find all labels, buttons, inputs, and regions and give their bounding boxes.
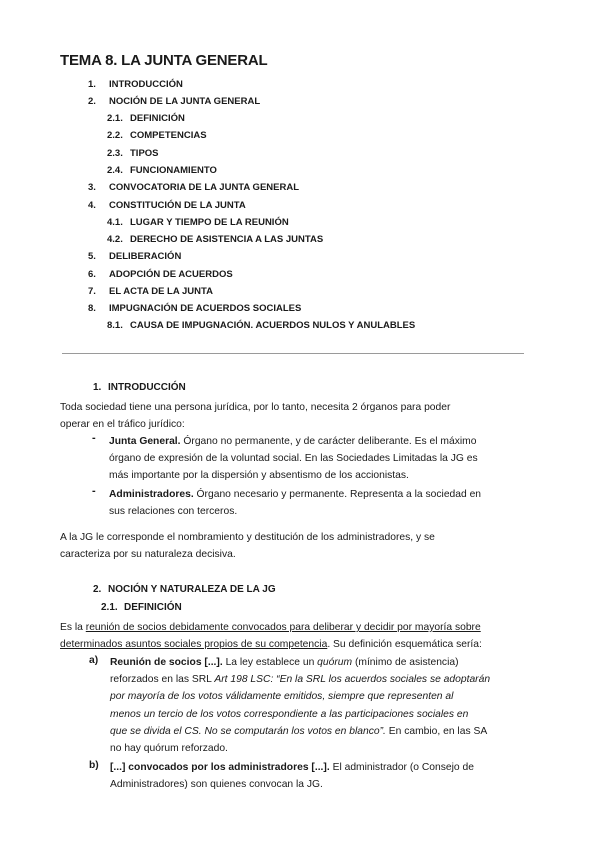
toc-label: CONSTITUCIÓN DE LA JUNTA bbox=[109, 200, 246, 211]
toc-item bbox=[107, 165, 217, 176]
bullet-line bbox=[109, 486, 481, 503]
toc-label: ADOPCIÓN DE ACUERDOS bbox=[109, 269, 233, 280]
toc-label: LUGAR Y TIEMPO DE LA REUNIÓN bbox=[130, 217, 289, 228]
toc-item bbox=[88, 200, 246, 211]
toc-label: CAUSA DE IMPUGNACIÓN. ACUERDOS NULOS Y ANULABLES bbox=[130, 320, 416, 331]
subsection-number: 2.1. bbox=[101, 602, 118, 613]
subsection-heading bbox=[101, 602, 182, 613]
toc-number: 6. bbox=[88, 269, 96, 280]
list-label: b) bbox=[89, 760, 99, 771]
toc-label: IMPUGNACIÓN DE ACUERDOS SOCIALES bbox=[109, 303, 302, 314]
section-number: 1. bbox=[93, 382, 102, 393]
list-line: no hay quórum reforzado. bbox=[110, 743, 228, 754]
bullet-term: Junta General. bbox=[109, 436, 181, 447]
toc-number: 2.1. bbox=[107, 113, 123, 124]
list-line bbox=[110, 723, 487, 740]
toc-item bbox=[107, 130, 207, 141]
toc-item bbox=[107, 148, 159, 159]
list-text: reforzados en las SRL bbox=[110, 674, 215, 685]
section-divider bbox=[62, 353, 524, 354]
bullet-dash: - bbox=[92, 432, 96, 444]
list-text: El administrador (o Consejo de bbox=[329, 762, 474, 773]
list-term: [...] convocados por los administradores [...]. bbox=[110, 762, 330, 773]
section-heading-text: INTRODUCCIÓN bbox=[108, 382, 186, 393]
toc-number: 7. bbox=[88, 286, 96, 297]
toc-label: DELIBERACIÓN bbox=[109, 251, 182, 262]
toc-item bbox=[107, 113, 185, 124]
list-line bbox=[110, 654, 459, 671]
toc-number: 2.4. bbox=[107, 165, 123, 176]
toc-item bbox=[88, 269, 233, 280]
toc-label: CONVOCATORIA DE LA JUNTA GENERAL bbox=[109, 182, 300, 193]
list-line bbox=[110, 671, 490, 688]
toc-number: 3. bbox=[88, 182, 96, 193]
definition-suffix: . Su definición esquemática sería: bbox=[327, 639, 482, 650]
toc-label: EL ACTA DE LA JUNTA bbox=[109, 286, 213, 297]
toc-label: DERECHO DE ASISTENCIA A LAS JUNTAS bbox=[130, 234, 324, 245]
bullet-dash: - bbox=[92, 485, 96, 497]
definition-line bbox=[60, 636, 482, 653]
definition-line bbox=[60, 619, 481, 636]
document-title: TEMA 8. LA JUNTA GENERAL bbox=[60, 52, 268, 69]
list-label: a) bbox=[89, 655, 99, 666]
list-line: por mayoría de los votos válidamente emitidos, siempre que representen al bbox=[110, 691, 454, 702]
list-italic: que se divida el CS. No se computarán los votos en blanco”. bbox=[110, 726, 386, 737]
paragraph-line: Toda sociedad tiene una persona jurídica, por lo tanto, necesita 2 órganos para poder bbox=[60, 402, 451, 413]
toc-label: TIPOS bbox=[130, 148, 159, 159]
section-heading bbox=[93, 584, 276, 595]
toc-number: 5. bbox=[88, 251, 96, 262]
section-number: 2. bbox=[93, 584, 102, 595]
bullet-line: sus relaciones con terceros. bbox=[109, 506, 238, 517]
definition-underlined: reunión de socios debidamente convocados para deliberar y decidir por mayoría sobre bbox=[85, 622, 481, 633]
list-italic: quórum bbox=[317, 657, 353, 668]
toc-label: DEFINICIÓN bbox=[130, 113, 185, 124]
definition-underlined: determinados asuntos sociales propios de su competencia bbox=[60, 639, 328, 650]
toc-item bbox=[88, 79, 183, 90]
list-line: Administradores) son quienes convocan la JG. bbox=[110, 779, 323, 790]
section-heading-text: NOCIÓN Y NATURALEZA DE LA JG bbox=[108, 584, 276, 595]
toc-number: 8.1. bbox=[107, 320, 123, 331]
toc-label: FUNCIONAMIENTO bbox=[130, 165, 217, 176]
bullet-text: Órgano no permanente, y de carácter deliberante. Es el máximo bbox=[180, 436, 477, 447]
list-term: Reunión de socios [...]. bbox=[110, 657, 223, 668]
toc-item bbox=[88, 286, 213, 297]
list-line bbox=[110, 759, 474, 776]
list-text: En cambio, en las SA bbox=[385, 726, 488, 737]
bullet-text: Órgano necesario y permanente. Representa a la sociedad en bbox=[193, 489, 482, 500]
toc-label: NOCIÓN DE LA JUNTA GENERAL bbox=[109, 96, 261, 107]
toc-item bbox=[88, 303, 301, 314]
toc-item bbox=[88, 251, 181, 262]
toc-label: INTRODUCCIÓN bbox=[109, 79, 183, 90]
list-text: La ley establece un bbox=[222, 657, 318, 668]
bullet-term: Administradores. bbox=[109, 489, 194, 500]
toc-item bbox=[88, 182, 299, 193]
toc-number: 4.2. bbox=[107, 234, 123, 245]
bullet-line bbox=[109, 433, 476, 450]
toc-item bbox=[107, 234, 323, 245]
paragraph-line: operar en el tráfico jurídico: bbox=[60, 419, 185, 430]
toc-number: 2. bbox=[88, 96, 96, 107]
section-heading bbox=[93, 382, 186, 393]
toc-number: 1. bbox=[88, 79, 96, 90]
toc-number: 2.2. bbox=[107, 130, 123, 141]
paragraph-line: A la JG le corresponde el nombramiento y destitución de los administradores, y se bbox=[60, 532, 435, 543]
toc-item bbox=[107, 320, 415, 331]
bullet-line: órgano de expresión de la voluntad social. En las Sociedades Limitadas la JG es bbox=[109, 453, 478, 464]
definition-prefix: Es la bbox=[60, 622, 86, 633]
subsection-heading-text: DEFINICIÓN bbox=[124, 602, 182, 613]
paragraph-line: caracteriza por su naturaleza decisiva. bbox=[60, 549, 236, 560]
toc-number: 2.3. bbox=[107, 148, 123, 159]
toc-item bbox=[88, 96, 260, 107]
toc-number: 4. bbox=[88, 200, 96, 211]
toc-number: 4.1. bbox=[107, 217, 123, 228]
toc-label: COMPETENCIAS bbox=[130, 130, 207, 141]
toc-number: 8. bbox=[88, 303, 96, 314]
list-italic: Art 198 LSC: “En la SRL los acuerdos sociales se adoptarán bbox=[214, 674, 491, 685]
bullet-line: más importante por la dispersión y absentismo de los accionistas. bbox=[109, 470, 409, 481]
list-line: menos un tercio de los votos correspondiente a las participaciones sociales en bbox=[110, 709, 469, 720]
toc-item bbox=[107, 217, 289, 228]
list-text: (mínimo de asistencia) bbox=[352, 657, 459, 668]
